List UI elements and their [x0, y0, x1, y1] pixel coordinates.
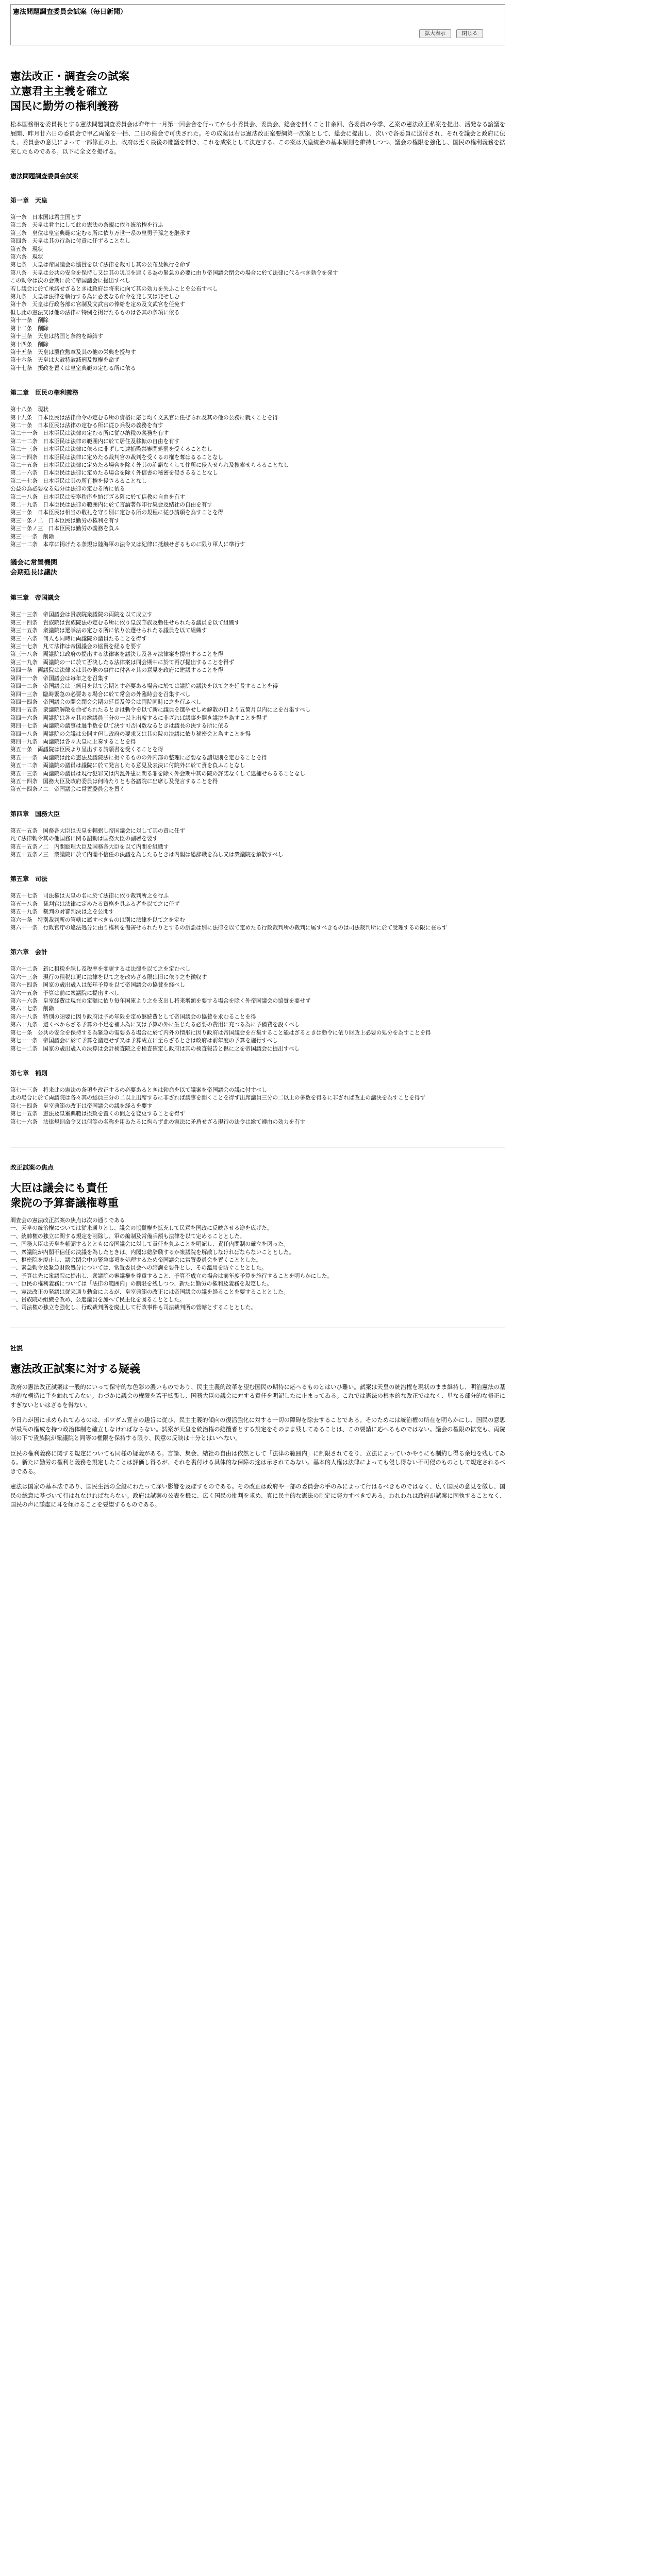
text-line: 第三十七条 凡て法律は帝国議会の協賛を経るを要す	[10, 643, 142, 650]
text-line: 第六十八条 特別の須要に因り政府は予め年限を定め継続費として帝国議会の協賛を求むることを得	[10, 1013, 256, 1020]
text-line: 第五十四条ノ二 帝国議会に常置委員会を置く	[10, 786, 125, 793]
text-line: 第二十条 日本臣民は法律の定むる所に従ひ兵役の義務を有す	[10, 422, 163, 429]
text-line: 第六十二条 新に租税を課し及税率を変更するは法律を以て之を定むべし	[10, 966, 191, 973]
article-lead: 松本国務相を委員長とする憲法問題調査委員会は昨年十一月第一回会合を行ってから小委員会、委員会、総会を開くこと廿余回、各委員の今季、乙案の憲法改正私案を提出、活発なる論議を展開、昨月廿六日の委員会で甲乙両案を一括、二日の総会で可決された。その成案は右は憲法改正案要綱第一次案として、総会に提出し、次いで各委員に送付され、それを議会と政府に伝え、委員会の意見によって一部修正の上、政府は近く最後の閣議を開き、これを成案として決定する。この案は天皇統治の基本原則を維持しつつ、議会の権限を強化し、国民の権利義務を拡充したものである。以下に全文を掲げる。	[10, 121, 505, 155]
text-line: 第五十四条 国務大臣及政府委員は何時たりとも各議院に出席し及発言することを得	[10, 778, 218, 785]
text-line: 一、臣民の権利義務については「法律の範囲内」の制限を残しつつ、新たに勤労の権利及義務を規定した。	[10, 1281, 272, 1287]
text-line: 第六十六条 皇室経費は現在の定額に依り毎年国庫より之を支出し将来増額を要する場合を除く外帝国議会の協賛を要せず	[10, 998, 311, 1005]
chapter-title: 第五章 司法	[10, 875, 48, 883]
chapter-body	[10, 406, 505, 549]
chapter-title: 第六章 会計	[10, 948, 48, 956]
editorial-section-title: 社説	[10, 1344, 23, 1352]
text-line: 一、貴族院の組織を改め、公選議員を加へて民主化を図ることとした。	[10, 1297, 185, 1303]
subheading-line: 議会に常置機関	[10, 559, 58, 567]
subheading-line: 会期延長は議決	[10, 569, 58, 577]
text-line: 第九条 天皇は法律を執行する為に必要なる命令を発し又は発せしむ	[10, 294, 180, 300]
text-line: 第四十四条 帝国議会の開会閉会会期の延長及停会は両院同時に之を行ふべし	[10, 699, 202, 705]
text-line: 第三十四条 貴族院は貴族院法の定むる所に依り皇族華族及勅任せられたる議員を以て組織す	[10, 619, 240, 626]
focus-headline	[10, 1181, 505, 1211]
text-line: 一、天皇の統治権については従来通りとし、議会の協賛権を拡充して民意を国政に反映させる途を広げた。	[10, 1225, 273, 1232]
chapter-title: 第一章 天皇	[10, 197, 48, 204]
text-line: 第二十三条 日本臣民は法律に依るに非ずして逮捕監禁審問処罰を受くることなし	[10, 446, 212, 453]
text-line: 一、緊急勅令及緊急財政処分については、常置委員会への諮詢を要件とし、その濫用を防ぐこととした。	[10, 1265, 267, 1272]
chapter-body	[10, 611, 505, 793]
text-line: 第五十七条 司法権は天皇の名に於て法律に依り裁判所之を行ふ	[10, 893, 169, 900]
text-line: 第八条 天皇は公共の安全を保持し又は其の災厄を避くる為の緊急の必要に由り帝国議会閉会の場合に於て法律に代るべき勅令を発す	[10, 269, 338, 276]
text-line: 第五十二条 両議院の議員は議院に於て発言したる意見及表決に付院外に於て責を負ふことなし	[10, 762, 245, 769]
text-line: 第四十五条 衆議院解散を命ぜられたるときは勅令を以て新に議員を選挙せしめ解散の日より五箇月以内に之を召集すべし	[10, 707, 311, 714]
fullscreen-button[interactable]: 拡大表示	[419, 29, 451, 38]
chapter-title: 第三章 帝国議会	[10, 594, 60, 602]
text-line: 第一条 日本国は君主国とす	[10, 214, 81, 221]
chapter-body	[10, 214, 505, 372]
text-line: 第五十九条 裁判の対審判決は之を公開す	[10, 909, 114, 916]
text-line: 但し此の憲法又は他の法律に特例を掲げたるものは各其の条項に依る	[10, 309, 180, 316]
text-line: 第六十九条 避くべからざる予算の不足を補ふ為に又は予算の外に生じたる必要の費用に充つる為に予備費を設くべし	[10, 1022, 300, 1028]
text-line: 第七十一条 帝国議会に於て予算を議定せず又は予算成立に至らざるときは政府は前年度の予算を施行すべし	[10, 1038, 278, 1044]
text-line: 此の場合に於て両議院は各々其の総員三分の二以上出席するに非ざれば議事を開くことを得ず出席議員三分の二以上の多数を得るに非ざれば改正の議決を為すことを得ず	[10, 1095, 426, 1101]
text-line: 第十二条 削除	[10, 325, 49, 332]
text-line: 第三十五条 衆議院は選挙法の定むる所に依り公選せられたる議員を以て組織す	[10, 628, 207, 634]
text-line: 第三条 皇位は皇室典範の定むる所に依り万世一系の皇男子孫之を継承す	[10, 230, 191, 236]
text-line: 第五十五条ノ三 衆議院に於て内閣不信任の決議を為したるときは内閣は総辞職を為し又は衆議院を解散すべし	[10, 852, 284, 858]
text-line: 第十一条 削除	[10, 317, 49, 324]
text-line: 一、予算は先に衆議院に提出し、衆議院の審議権を尊重すること、予算不成立の場合は前年度予算を施行することを明らかにした。	[10, 1273, 333, 1279]
text-line: 第十条 天皇は行政各部の官制及文武官の俸給を定め及文武官を任免す	[10, 301, 185, 308]
text-line: 一、司法権の独立を強化し、行政裁判所を廃止して行政事件も司法裁判所の管轄とすることとした。	[10, 1304, 256, 1311]
text-line: 第六十三条 現行の租税は更に法律を以て之を改めざる限は旧に依り之を徴収す	[10, 974, 207, 980]
text-line: 第四十九条 両議院は各々天皇に上奏することを得	[10, 738, 136, 745]
text-line: 第三十八条 両議院は政府の提出する法律案を議決し及各々法律案を提出することを得	[10, 651, 224, 658]
headline-line: 衆院の予算審議権尊重	[10, 1196, 119, 1209]
text-line: 調査会の憲法改正試案の焦点は次の通りである	[10, 1217, 125, 1224]
text-line: 第六条 現状	[10, 254, 43, 261]
text-line: 第三十条ノ三 日本臣民は勤労の義務を負ふ	[10, 526, 120, 532]
text-line: 第五十五条 国務各大臣は天皇を輔弼し帝国議会に対して其の責に任ず	[10, 827, 185, 834]
text-line: 第三十六条 何人も同時に両議院の議員たることを得ず	[10, 635, 147, 642]
text-line: 第三十三条 帝国議会は貴族院衆議院の両院を以て成立す	[10, 612, 153, 618]
text-line: 第十七条 摂政を置くは皇室典範の定むる所に依る	[10, 365, 136, 371]
text-line: 第三十条 日本臣民は相当の敬礼を守り別に定むる所の規程に従ひ請願を為すことを得	[10, 510, 224, 516]
text-line: 第三十一条 削除	[10, 533, 54, 540]
text-line: 第十九条 日本臣民は法律命令の定むる所の資格に応じ均く文武官に任ぜられ及其の他の公務に就くことを得	[10, 414, 278, 421]
text-line: 第六十五条 予算は前に衆議院に提出すべし	[10, 990, 120, 996]
window-header	[10, 4, 505, 45]
text-line: 第四十三条 臨時緊急の必要ある場合に於て常会の外臨時会を召集すべし	[10, 691, 191, 698]
text-line: 第四十六条 両議院は各々其の総議員三分の一以上出席するに非ざれば議事を開き議決を為すことを得ず	[10, 715, 267, 721]
text-line: 第十四条 削除	[10, 341, 49, 348]
text-line: この勅令は次の会期に於て帝国議会に提出すべし	[10, 278, 130, 284]
text-line: 第四条 天皇は其の行為に付責に任ずることなし	[10, 238, 131, 245]
text-line: 第七十五条 憲法及皇室典範は摂政を置くの間之を変更することを得ず	[10, 1111, 185, 1117]
text-line: 一、枢密院を廃止し、議会閉会中の緊急事項を処理するため帝国議会に常置委員会を置くこととした。	[10, 1257, 262, 1263]
text-line: 第五十一条 両議院は此の憲法及議院法に掲ぐるものの外内部の整理に必要なる諸規則を定むることを得	[10, 754, 267, 761]
editorial-body	[10, 1383, 505, 1510]
focus-body	[10, 1217, 505, 1312]
editorial-paragraph: 憲法は国家の基本法であり、国民生活の全般にわたって深い影響を及ぼすものである。その改正は政府や一部の委員会の手のみによって行はるべきものではなく、広く国民の意見を徴し、国民の総意に基づいて行はれなければならない。政府は試案の公表を機に、広く国民の批判を求め、真に民主的な憲法の制定に努力すべきである。われわれは政府が試案に固執することなく、国民の声に謙虚に耳を傾けることを要望するものである。	[10, 1483, 505, 1509]
headline-line: 立憲君主主義を確立	[10, 85, 108, 97]
text-line: 公益の為必要なる処分は法律の定むる所に依る	[10, 486, 125, 493]
text-line: 第三十九条 両議院の一に於て否決したる法律案は同会期中に於て再び提出することを得ず	[10, 659, 235, 666]
text-line: 第十三条 天皇は諸国と条約を締結す	[10, 333, 104, 340]
text-line: 第四十八条 両議院の会議は公開す但し政府の要求又は其の院の決議に依り秘密会と為すことを得	[10, 731, 251, 737]
text-line: 第二十六条 日本臣民は法律に定めたる場合を除く外信書の秘密を侵さるることなし	[10, 470, 218, 477]
text-line: 一、衆議院が内閣不信任の決議を為したときは、内閣は総辞職するか衆議院を解散しなければならないこととした。	[10, 1249, 294, 1256]
focus-section-title: 改正試案の焦点	[10, 1163, 54, 1171]
editorial-paragraph: 政府の憲法改正試案は一般的にいって保守的な色彩の濃いものであり、民主主義的改革を望む国民の期待に応へるものとはいひ難い。試案は天皇の統治権を現状のまま維持し、明治憲法の基本的な構造に手を触れてゐない。わづかに議会の権限を若干拡張し、国務大臣の議会に対する責任を明記したに止まってゐる。これでは憲法の根本的な改正ではなく、単なる部分的な修正にすぎないといはざるを得ない。	[10, 1383, 505, 1409]
text-line: 第七条 天皇は帝国議会の協賛を以て法律を裁可し其の公布及執行を命ず	[10, 262, 191, 268]
text-line: 第二十五条 日本臣民は法律に定めたる場合を除く外其の許諾なくして住所に侵入せられ及捜索せらるることなし	[10, 462, 289, 468]
headline-line: 大臣は議会にも責任	[10, 1181, 108, 1194]
text-line: 第六十七条 削除	[10, 1006, 54, 1012]
text-line: 第二十八条 日本臣民は安寧秩序を妨げざる限に於て信教の自由を有す	[10, 494, 185, 500]
window-title: 憲法問題調査委員会試案（毎日新聞）	[13, 8, 127, 16]
editorial-paragraph: 臣民の権利義務に関する規定についても同様の疑義がある。言論、集会、結社の自由は依然として「法律の範囲内」に制限されてをり、立法によっていかやうにも制約し得る余地を残してゐる。新たに勤労の権利と義務を規定したことは評価し得るが、それを裏付ける具体的な保障の途は示されてゐない。基本的人権は法律によっても侵し得ない不可侵のものとして規定されるべきである。	[10, 1450, 505, 1475]
editorial-paragraph: 今日わが国に求められてゐるのは、ポツダム宣言の趣旨に従ひ、民主主義的傾向の復活強化に対する一切の障碍を除去することである。そのためには統治権の所在を明らかにし、国民の意思が最高の権威を持つ政治体制を確立しなければならない。試案が天皇を統治権の総攬者とする規定をそのまま残してゐることは、この要請に応へるものではない。議会の権限の拡充も、両院制の下で貴族院が衆議院と同等の権限を保持する限り、民意の反映は十分とはいへない。	[10, 1417, 505, 1442]
text-line: 第二十二条 日本臣民は法律の範囲内に於て居住及移転の自由を有す	[10, 438, 180, 445]
text-line: 第五条 現状	[10, 246, 43, 252]
draft-heading: 憲法問題調査委員会試案	[10, 173, 79, 180]
close-button[interactable]: 閉じる	[456, 29, 483, 38]
page	[10, 4, 505, 1516]
text-line: 第七十六条 法律規則命令又は何等の名称を用ゐたるに拘らず此の憲法に矛盾せざる現行の法令は総て遵由の効力を有す	[10, 1118, 306, 1125]
text-line: 第三十二条 本章に掲げたる条規は陸海軍の法令又は紀律に抵触せざるものに限り軍人に準行す	[10, 541, 245, 548]
text-line: 第十八条 現状	[10, 406, 49, 413]
text-line: 第五十八条 裁判官は法律に定めたる資格を具ふる者を以て之に任ず	[10, 901, 180, 907]
window-buttons	[419, 29, 483, 38]
text-line: 若し議会に於て承諾せざるときは政府は将来に向て其の効力を失ふことを公布すべし	[10, 285, 218, 292]
text-line: 第六十条 特別裁判所の管轄に属すべきものは別に法律を以て之を定む	[10, 917, 185, 923]
text-line: 第六十一条 行政官庁の違法処分に由り権利を傷害せられたりとするの訴訟は別に法律を以て定めたる行政裁判所の裁判に属すべきものは司法裁判所に於て受理するの限に在らず	[10, 925, 448, 931]
text-line: 第二条 天皇は君主にして此の憲法の条規に依り統治権を行ふ	[10, 222, 163, 229]
text-line: 凡て法律勅令其の他国務に関る詔勅は国務大臣の副署を要す	[10, 836, 158, 842]
text-line: 第四十二条 帝国議会は三箇月を以て会期とす必要ある場合に於ては議院の議決を以て之を延長することを得	[10, 683, 278, 690]
subheading	[10, 558, 505, 578]
text-line: 第六十四条 国家の歳出歳入は毎年予算を以て帝国議会の協賛を経べし	[10, 982, 185, 989]
text-line: 第十五条 天皇は爵位勲章及其の他の栄典を授与す	[10, 349, 136, 355]
headline-line: 国民に勤労の権利義務	[10, 100, 119, 112]
editorial-headline: 憲法改正試案に対する疑義	[10, 1362, 140, 1375]
text-line: 第四十一条 帝国議会は毎年之を召集す	[10, 675, 109, 682]
text-line: 第七十四条 皇室典範の改正は帝国議会の議を経るを要す	[10, 1103, 153, 1109]
chapter-body	[10, 827, 505, 859]
text-line: 第二十四条 日本臣民は法律に定めたる裁判官の裁判を受くるの権を奪はるることなし	[10, 454, 224, 461]
chapter-title: 第四章 国務大臣	[10, 810, 60, 818]
text-line: 一、統帥権の独立に関する規定を削除し、軍の編制及常備兵額も法律を以て定めることとした。	[10, 1233, 245, 1240]
text-line: 第二十七条 日本臣民は其の所有権を侵さるることなし	[10, 478, 147, 484]
article-headline	[10, 69, 505, 114]
headline-line: 憲法改正・調査会の試案	[10, 70, 129, 82]
text-line: 第二十九条 日本臣民は法律の範囲内に於て言論著作印行集会及結社の自由を有す	[10, 502, 212, 508]
chapter-body	[10, 965, 505, 1053]
text-line: 第七十二条 国家の歳出歳入の決算は会計検査院之を検査確定し政府は其の検査報告と倶に之を帝国議会に提出すべし	[10, 1045, 300, 1052]
text-line: 第四十条 両議院は法律又は其の他の事件に付各々其の意見を政府に建議することを得	[10, 667, 224, 674]
text-line: 第五十五条ノ二 内閣総理大臣及国務各大臣を以て内閣を組織す	[10, 843, 169, 850]
text-line: 第二十一条 日本臣民は法律の定むる所に従ひ納税の義務を有す	[10, 430, 169, 437]
text-line: 第十六条 天皇は大赦特赦減刑及復権を命ず	[10, 357, 120, 364]
text-line: 第五十三条 両議院の議員は現行犯罪又は内乱外患に関る罪を除く外会期中其の院の許諾なくして逮捕せらるることなし	[10, 770, 306, 777]
text-line: 一、国務大臣は天皇を輔弼するとともに帝国議会に対して責任を負ふことを明記し、責任内閣制の確立を図った。	[10, 1241, 289, 1248]
text-line: 第四十七条 両議院の議事は過半数を以て決す可否同数なるときは議長の決する所に依る	[10, 723, 229, 730]
chapter-body	[10, 1087, 505, 1126]
text-line: 一、憲法改正の発議は従来通り勅命によるが、皇室典範の改正には帝国議会の議を経ることを要することとした。	[10, 1289, 289, 1295]
chapter-title: 第二章 臣民の権利義務	[10, 389, 79, 397]
chapter-body	[10, 892, 505, 932]
text-line: 第五十条 両議院は臣民より呈出する請願書を受くることを得	[10, 747, 163, 753]
chapter-title: 第七章 補則	[10, 1069, 48, 1077]
text-line: 第三十条ノ二 日本臣民は勤労の権利を有す	[10, 517, 120, 524]
text-line: 第七十条 公共の安全を保持する為緊急の需要ある場合に於て内外の情形に因り政府は帝国議会を召集すること能はざるときは勅令に依り財政上必要の処分を為すことを得	[10, 1029, 431, 1036]
text-line: 第七十三条 将来此の憲法の条項を改正するの必要あるときは勅命を以て議案を帝国議会の議に付すべし	[10, 1087, 267, 1093]
